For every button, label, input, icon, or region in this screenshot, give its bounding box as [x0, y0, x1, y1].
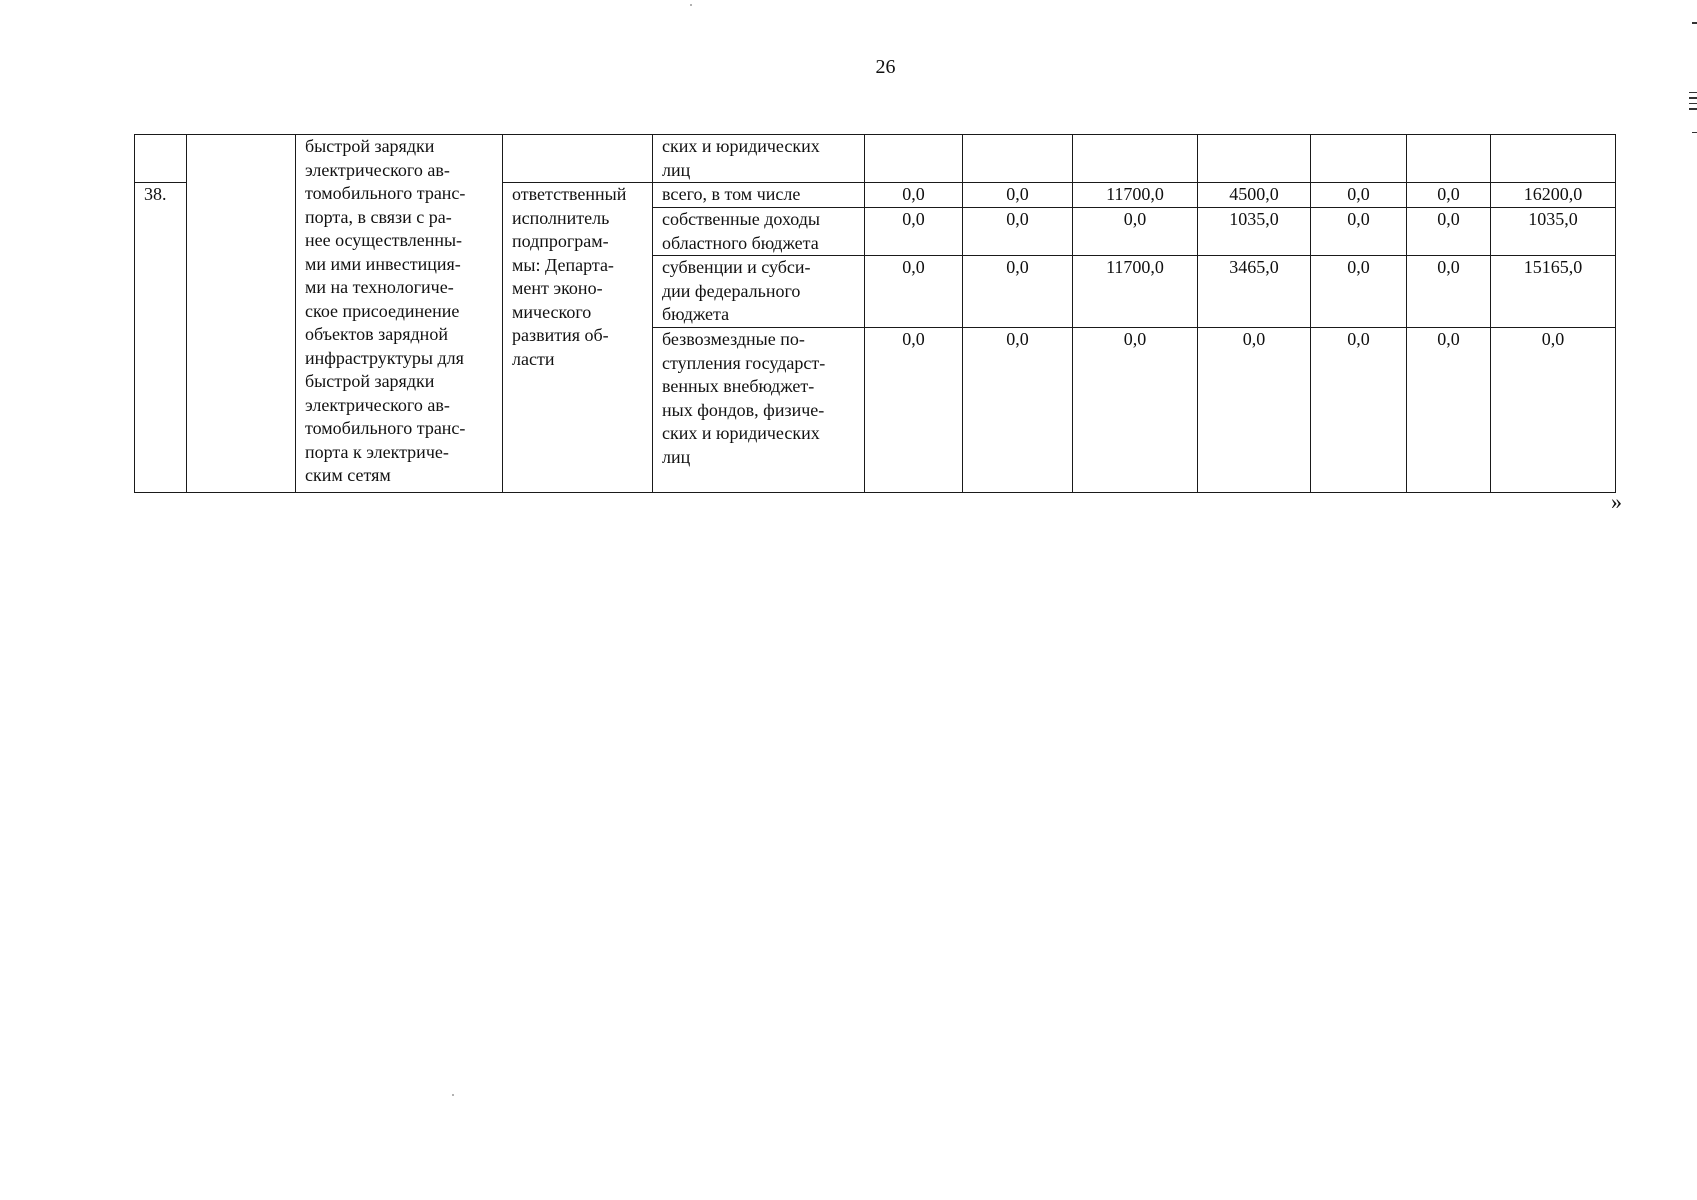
- value-cell: 15165,0: [1491, 256, 1616, 328]
- value-cell: [1311, 135, 1407, 183]
- executor-line: исполнитель: [512, 207, 610, 228]
- value-cell: 0,0: [1407, 256, 1491, 328]
- source-line: собственные доходы: [662, 209, 820, 229]
- executor-line: мы: Департа-: [512, 254, 614, 275]
- measure-line: объектов зарядной: [305, 324, 448, 344]
- measure-line: порта, в связи с ра-: [305, 206, 452, 227]
- value-cell: 0,0: [1073, 208, 1198, 256]
- measure-line: электрического ав-: [305, 159, 450, 180]
- value-cell: 4500,0: [1198, 183, 1311, 208]
- value-cell: 0,0: [1407, 328, 1491, 493]
- funding-table: [134, 134, 1616, 493]
- source-line: бюджета: [662, 304, 730, 324]
- scan-speck: [452, 1094, 454, 1096]
- value-cell: 0,0: [1311, 328, 1407, 493]
- value-cell: 0,0: [963, 183, 1073, 208]
- page-number: 26: [875, 56, 896, 78]
- executor-line: мент эконо-: [512, 278, 603, 298]
- source-line: ных фондов, физиче-: [662, 399, 825, 420]
- value-cell: 1035,0: [1198, 208, 1311, 256]
- source-line: ских и юридических: [662, 136, 820, 156]
- value-cell: 3465,0: [1198, 256, 1311, 328]
- measure-line: ми ими инвестиция-: [305, 253, 461, 274]
- measure-line: томобильного транс-: [305, 418, 466, 438]
- executor-line: ласти: [512, 348, 555, 369]
- source-line: дии федерального: [662, 280, 801, 301]
- source-cell: [653, 208, 865, 256]
- value-cell: [865, 135, 963, 183]
- executor-line: мического: [512, 301, 592, 322]
- value-cell: 0,0: [1073, 328, 1198, 493]
- measure-line: быстрой зарядки: [305, 371, 435, 391]
- executor-cell: [503, 183, 653, 493]
- source-cell: [653, 183, 865, 208]
- value-cell: 0,0: [1198, 328, 1311, 493]
- value-cell: 0,0: [1311, 183, 1407, 208]
- value-cell: 0,0: [963, 208, 1073, 256]
- value-cell: [1073, 135, 1198, 183]
- value-cell: 11700,0: [1073, 256, 1198, 328]
- value-cell: [1407, 135, 1491, 183]
- measure-line: инфраструктуры для: [305, 347, 464, 368]
- value-cell: 0,0: [865, 208, 963, 256]
- value-cell: 0,0: [963, 256, 1073, 328]
- source-cell: [653, 135, 865, 183]
- executor-line: развития об-: [512, 325, 609, 345]
- source-line: безвозмездные по-: [662, 329, 805, 349]
- code-cell-empty: [187, 135, 296, 493]
- measure-line: ми на технологиче-: [305, 277, 454, 297]
- value-cell: [1198, 135, 1311, 183]
- source-line: всего, в том числе: [662, 184, 801, 204]
- source-line: лиц: [662, 446, 691, 467]
- closing-quote: »: [1611, 489, 1622, 514]
- source-line: субвенции и субси-: [662, 257, 811, 277]
- index-cell-empty: [135, 135, 187, 183]
- value-cell: 16200,0: [1491, 183, 1616, 208]
- source-line: лиц: [662, 159, 691, 180]
- source-cell: [653, 328, 865, 493]
- executor-cell-empty: [503, 135, 653, 183]
- value-cell: 0,0: [865, 328, 963, 493]
- source-line: ступления государст-: [662, 352, 826, 373]
- executor-line: ответственный: [512, 184, 627, 204]
- measure-line: быстрой зарядки: [305, 136, 435, 156]
- value-cell: 0,0: [1407, 183, 1491, 208]
- source-line: областного бюджета: [662, 232, 819, 253]
- executor-line: подпрограм-: [512, 231, 609, 251]
- measure-line: электрического ав-: [305, 394, 450, 415]
- value-cell: [1491, 135, 1616, 183]
- measure-name-cell: [296, 135, 503, 493]
- value-cell: 0,0: [1311, 256, 1407, 328]
- row-index: 38.: [135, 183, 187, 493]
- value-cell: 0,0: [1491, 328, 1616, 493]
- value-cell: [963, 135, 1073, 183]
- measure-line: нее осуществленны-: [305, 230, 463, 250]
- measure-line: порта к электриче-: [305, 441, 449, 462]
- value-cell: 0,0: [1407, 208, 1491, 256]
- value-cell: 0,0: [963, 328, 1073, 493]
- value-cell: 0,0: [865, 256, 963, 328]
- value-cell: 0,0: [865, 183, 963, 208]
- scan-speck: [690, 4, 692, 6]
- measure-line: ским сетям: [305, 465, 391, 485]
- value-cell: 1035,0: [1491, 208, 1616, 256]
- value-cell: 11700,0: [1073, 183, 1198, 208]
- measure-line: томобильного транс-: [305, 183, 466, 203]
- source-line: венных внебюджет-: [662, 376, 815, 396]
- measure-line: ское присоединение: [305, 300, 460, 321]
- table-row-continuation: [135, 135, 1616, 183]
- scan-edge-marks: [1689, 22, 1697, 137]
- source-cell: [653, 256, 865, 328]
- source-line: ских и юридических: [662, 423, 820, 443]
- value-cell: 0,0: [1311, 208, 1407, 256]
